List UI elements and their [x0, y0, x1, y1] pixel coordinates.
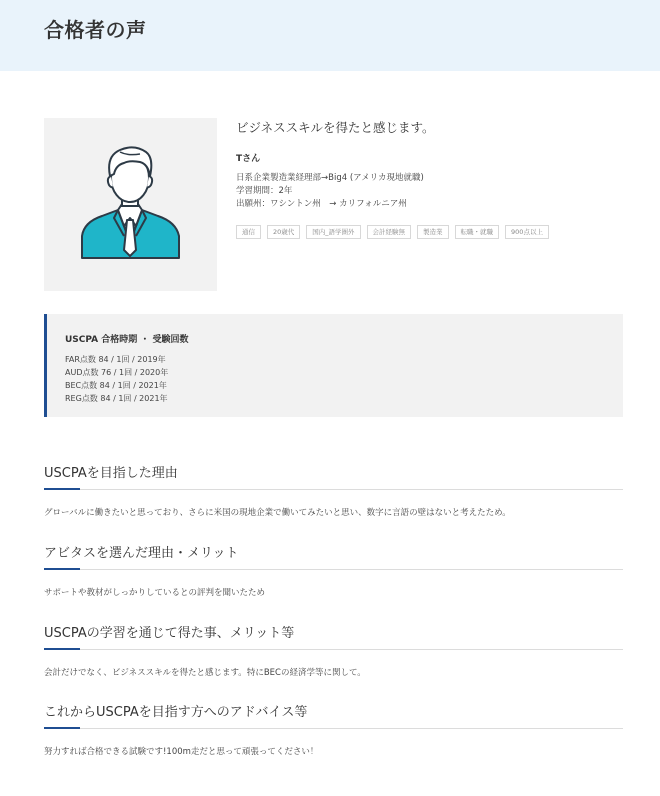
exam-result-bec: BEC点数 84 / 1回 / 2021年 — [65, 381, 167, 390]
section-divider — [44, 728, 623, 729]
tag-list — [236, 225, 626, 239]
section-reason — [44, 465, 623, 519]
section-body: 努力すれば合格できる試験です!100m走だと思って頑張ってください！ — [44, 747, 319, 757]
avatar — [44, 118, 217, 291]
tag[interactable]: 転職・就職 — [455, 225, 500, 239]
section-body: 会計だけでなく、ビジネススキルを得たと感じます。特にBECの経済学等に関して。 — [44, 668, 366, 678]
exam-results-box — [44, 314, 623, 417]
exam-result-aud: AUD点数 76 / 1回 / 2020年 — [65, 368, 169, 377]
study-period-info: 学習期間：2年 — [236, 186, 293, 196]
page-title: 合格者の声 — [44, 18, 147, 42]
profile-info — [236, 172, 626, 211]
section-heading: USCPAを目指した理由 — [44, 466, 178, 481]
section-body: サポートや教材がしっかりしているとの評判を聞いたため — [44, 588, 266, 598]
section-divider — [44, 649, 623, 650]
tag[interactable]: 国内_語学圏外 — [306, 225, 360, 239]
exam-results-title: USCPA 合格時期 ・ 受験回数 — [65, 335, 189, 345]
page-header — [0, 0, 660, 71]
section-why-abitus — [44, 545, 623, 599]
section-benefits — [44, 625, 623, 679]
person-name: Tさん — [236, 154, 261, 164]
career-info: 日系企業製造業経理部→Big4 (アメリカ現地就職) — [236, 173, 424, 183]
exam-result-reg: REG点数 84 / 1回 / 2021年 — [65, 394, 168, 403]
section-advice — [44, 704, 623, 758]
tag[interactable]: 製造業 — [417, 225, 449, 239]
section-heading: アビタスを選んだ理由・メリット — [44, 546, 239, 561]
tag[interactable]: 20歳代 — [267, 225, 300, 239]
exam-result-far: FAR点数 84 / 1回 / 2019年 — [65, 355, 166, 364]
section-divider — [44, 569, 623, 570]
section-heading: これからUSCPAを目指す方へのアドバイス等 — [44, 705, 308, 720]
tag[interactable]: 900点以上 — [505, 225, 549, 239]
profile-panel — [236, 118, 626, 239]
application-state-info: 出願州：ワシントン州 → カリフォルニア州 — [236, 199, 407, 209]
section-divider — [44, 489, 623, 490]
testimonial-catchphrase: ビジネススキルを得たと感じます。 — [236, 120, 435, 135]
section-heading: USCPAの学習を通じて得た事、メリット等 — [44, 626, 295, 641]
tag[interactable]: 通信 — [236, 225, 261, 239]
tag[interactable]: 会計経験無 — [367, 225, 412, 239]
section-body: グローバルに働きたいと思っており、さらに米国の現地企業で働いてみたいと思い、数字に言語の壁はないと考えたため。 — [44, 508, 511, 518]
businessman-avatar-icon — [44, 118, 217, 291]
